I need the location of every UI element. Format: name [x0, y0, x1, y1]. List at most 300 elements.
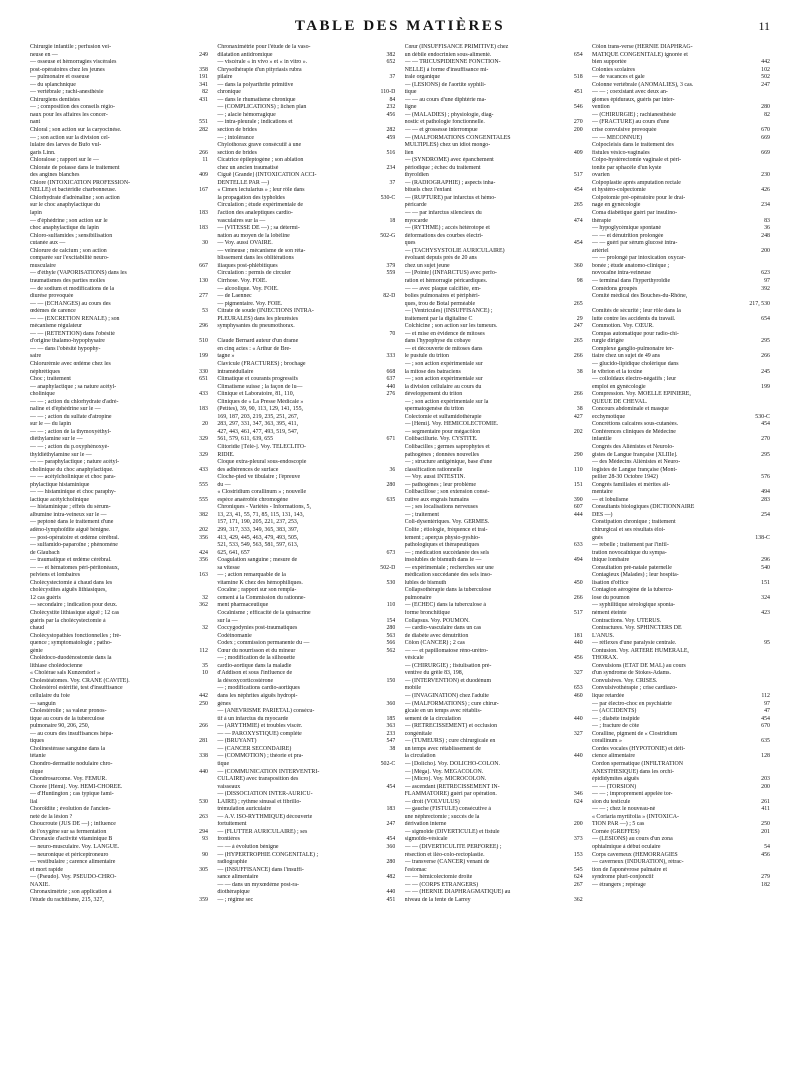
index-entry — [405, 497, 583, 505]
index-entry — [592, 474, 770, 482]
index-entry-text: 413, 429, 445, 463, 479, 493, 505, — [217, 534, 299, 541]
index-entry-text: DENTELLE PAR —) — [217, 179, 270, 186]
index-entry-text: guéris par la cholécystectomie à — [30, 617, 106, 624]
index-entry — [592, 618, 770, 626]
index-entry-text: lose du poumon — [591, 594, 630, 601]
index-entry — [217, 74, 395, 82]
index-entry — [592, 112, 770, 120]
index-entry-text: — [Hémi]. Voy. HÉMICOLECTOMIE. — [404, 421, 499, 428]
index-entry-page: 442 — [199, 693, 208, 700]
index-entry-page: 423 — [761, 610, 770, 617]
index-entry — [405, 346, 583, 354]
index-entry — [592, 429, 770, 437]
index-entry-text: — — (TORSION) — [591, 783, 637, 790]
index-entry-text: MULTIPLES) chez un idiot mongo- — [404, 142, 491, 149]
index-entry — [30, 776, 208, 784]
index-entry — [217, 640, 395, 648]
index-entry — [592, 535, 770, 543]
index-entry-page: 54 — [764, 843, 770, 850]
index-entry-page: 38 — [576, 368, 583, 375]
index-entry-page: 90 — [202, 851, 208, 858]
index-entry-text: — pigmentaire. Voy. FOIE. — [217, 300, 283, 307]
index-entry-text: neuse en — — [30, 51, 58, 58]
index-entry-text: Cholestéatomes. Voy. CRANE (CAVITÉ). — [30, 677, 130, 684]
index-entry — [217, 701, 395, 709]
index-entry-text: — — (CORPS ÉTRANGERS) — [404, 881, 479, 888]
index-entry — [405, 753, 583, 761]
index-entry-text: nation au moyen de la lobéline — [217, 232, 290, 239]
index-entry-text: corallinum » — [591, 738, 622, 745]
index-entry — [592, 399, 770, 407]
index-entry-text: Chlorurémie avec œdème chez les — [30, 360, 111, 367]
index-entry-text: lulaire des larves de Bufo vul- — [30, 142, 102, 149]
index-entry-text: — (INVAGINATION) chez l'adulte — [404, 693, 489, 700]
index-entry — [592, 293, 770, 301]
index-entry — [405, 602, 583, 610]
index-entry-text: — — dans un myxœdème post-ra- — [217, 881, 299, 888]
index-entry-text: Cholécystectomie à chaud dans les — [30, 579, 113, 586]
index-entry-text: ANESTHÉSIQUE) dans les orchi- — [591, 768, 674, 775]
index-entry — [217, 497, 395, 505]
index-entry-text: — — avec plaque calcifiée, em- — [404, 285, 481, 292]
index-entry — [30, 157, 208, 165]
index-entry — [30, 731, 208, 739]
index-entry — [30, 97, 208, 105]
index-entry — [405, 580, 583, 588]
index-entry-text: Coccygodynies post-traumatiques — [217, 625, 298, 632]
index-entry-page: 53 — [202, 308, 208, 315]
index-entry-text: tonite par sphacèle d'un kyste — [591, 164, 662, 171]
index-entry — [217, 240, 395, 248]
index-entry — [405, 527, 583, 535]
index-entry — [405, 889, 583, 897]
index-entry — [217, 769, 395, 777]
index-entry — [217, 421, 395, 429]
index-entry-text: Chroniques - Variétés - Informations, 5, — [217, 504, 311, 511]
index-entry — [405, 399, 583, 407]
index-columns — [30, 44, 770, 1074]
index-entry-page: 562 — [386, 647, 396, 654]
index-entry-text: la désoxycorticostérone — [217, 677, 274, 684]
index-entry — [217, 836, 395, 844]
index-entry-text: Colibacillurie. Voy. CYSTITE. — [404, 436, 478, 443]
index-entry-text: crise convulsive provoquée — [591, 127, 657, 134]
page-header — [30, 18, 770, 42]
index-entry — [405, 384, 583, 392]
index-entry — [405, 82, 583, 90]
index-entry — [217, 504, 395, 512]
index-entry-text: — (RUPTURE) par infarctus et hémo- — [404, 194, 497, 201]
index-entry-page: 296 — [761, 557, 770, 564]
index-entry — [30, 369, 208, 377]
index-entry-text: gicale en un temps avec rétablis- — [404, 708, 482, 715]
index-entry-page: 265 — [573, 202, 583, 209]
index-entry — [217, 172, 395, 180]
index-entry-page: 295 — [761, 338, 770, 345]
index-entry-text: cutanée aux — — [30, 240, 66, 247]
index-entry-page: 382 — [386, 51, 396, 58]
index-entry-page: 35 — [202, 662, 208, 669]
index-entry-page: 200 — [761, 783, 770, 790]
index-entry-page: 633 — [573, 542, 583, 549]
index-entry — [405, 89, 583, 97]
index-entry-text: un temps avec rétablissement de — [404, 745, 481, 752]
index-entry — [217, 278, 395, 286]
index-entry-page: 95 — [764, 640, 770, 647]
index-entry-text: — Voy. aussi INTESTIN. — [404, 474, 466, 481]
index-entry — [405, 648, 583, 656]
index-entry-text: l'étude du rachitisme, 215, 327, — [30, 896, 104, 903]
index-entry-text: neté de la lésion ? — [30, 813, 73, 820]
index-entry-text: naux pour les affaires les concer- — [30, 111, 108, 118]
index-entry-page: 450 — [573, 579, 583, 586]
index-entry-text: Colchicine ; son action sur les tumeurs. — [404, 323, 498, 330]
index-entry-text: — (CHIRURGIE) ; fistulisation pré- — [404, 662, 492, 669]
index-entry — [592, 467, 770, 475]
index-entry — [405, 210, 583, 218]
index-entry-text: syndrome pluri-conjonctif — [591, 874, 654, 881]
index-entry — [217, 165, 395, 173]
index-entry — [592, 59, 770, 67]
index-entry — [592, 210, 770, 218]
index-entry-text: — (ACCIDENTS) — [591, 708, 637, 715]
index-entry — [592, 89, 770, 97]
index-entry-text: — pathogènes ; leur problème — [404, 481, 476, 488]
index-entry — [592, 331, 770, 339]
index-entry — [405, 557, 583, 565]
index-entry-text: cutive aux engrais humains — [404, 496, 469, 503]
index-entry-page: 517 — [573, 610, 583, 617]
index-entry-text: — (COMMOTION) ; théorie et pra- — [217, 753, 304, 760]
index-entry-text: bolies pulmonaires et périphéri- — [404, 293, 480, 300]
index-entry-text: — — hémicolectomie droite — [404, 874, 473, 881]
index-entry — [405, 836, 583, 844]
index-entry — [217, 82, 395, 90]
index-entry — [405, 301, 583, 309]
index-entry-page: 280 — [761, 104, 770, 111]
index-entry-page: 270 — [573, 119, 583, 126]
index-entry-text: Concrétions calcaires sous-cutanées. — [591, 421, 679, 428]
index-entry-text: et mort rapide — [30, 866, 64, 873]
index-entry-page: 360 — [386, 700, 396, 707]
index-entry-text: Codex ; commission permanente du — — [217, 640, 310, 647]
index-entry-page: 84 — [389, 96, 396, 103]
index-entry-text: Complexe ganglio-pulmonaire ter- — [591, 345, 674, 352]
index-entry-page: 433 — [199, 466, 208, 473]
index-entry-text: traitement par la digitaline C — [404, 315, 473, 322]
index-entry — [217, 716, 395, 724]
index-entry — [30, 286, 208, 294]
index-entry — [217, 882, 395, 890]
index-entry-text: évoluant depuis près de 20 ans — [404, 255, 477, 262]
index-entry-page: 191 — [199, 74, 208, 81]
index-entry-page: 110 — [386, 602, 396, 609]
index-entry-text: — — ; action de la thymoxyéthyl- — [30, 428, 112, 435]
index-entry — [30, 82, 208, 90]
index-entry — [405, 361, 583, 369]
index-entry-page: 451 — [386, 896, 396, 903]
index-entry — [217, 708, 395, 716]
index-entry — [30, 889, 208, 897]
index-entry-text: chez un ancien traumatisé — [217, 164, 279, 171]
index-entry-text: chirurgical et ses résultats éloi- — [591, 527, 666, 533]
index-entry — [30, 565, 208, 573]
index-entry-text: cholinique — [30, 391, 55, 398]
index-entry — [217, 346, 395, 354]
index-entry-text: — ascendant (RÉTRÉCISSEMENT IN- — [404, 783, 500, 790]
index-entry-page: 333 — [386, 353, 396, 360]
index-entry-text: Compression. Voy. MOELLE ÉPINIÈRE, — [591, 391, 691, 398]
index-entry-text: 625, 641, 657 — [217, 549, 250, 556]
index-entry-text: cience alimentaire — [591, 753, 635, 760]
index-entry-text: Cholédoco-duodénostomie dans la — [30, 655, 112, 662]
index-entry — [217, 369, 395, 377]
index-entry-text: choc anaphylactique du lapin — [30, 225, 99, 232]
index-entry-text: — et mise en évidence de mitoses — [404, 330, 485, 337]
index-entry — [217, 678, 395, 686]
index-entry — [217, 414, 395, 422]
index-entry-page: 517 — [573, 172, 583, 179]
index-entry-text: gistes de Langue française [XLIIIe]. — [591, 451, 678, 458]
index-entry-text: Cloque extra-pleural sous-endoscopie — [217, 459, 307, 466]
index-entry — [592, 761, 770, 769]
index-entry-page: 82 — [202, 89, 208, 96]
index-entry — [217, 210, 395, 218]
index-entry-text: section de brides — [217, 149, 257, 156]
index-entry — [30, 663, 208, 671]
index-entry-page: 530-C — [755, 413, 770, 420]
index-entry-page: 440 — [199, 768, 208, 775]
index-entry-page: 280 — [386, 481, 396, 488]
index-entry-text: une néphrectomie ; succès de la — [404, 813, 480, 820]
index-entry — [405, 444, 583, 452]
index-entry — [30, 685, 208, 693]
index-column-2 — [217, 44, 395, 1074]
index-entry-text: tagne » — [217, 353, 235, 360]
index-entry — [405, 844, 583, 852]
index-entry-text: — de Laennec — [217, 293, 252, 300]
index-entry — [405, 429, 583, 437]
index-entry-text: Comités de sécurité ; leur rôle dans la — [591, 308, 681, 315]
index-entry-page: 327 — [573, 670, 583, 677]
index-entry-text: — — et dénutrition prolongée — [591, 232, 664, 239]
index-entry-page: 502 — [761, 74, 770, 81]
index-entry-page: 280 — [386, 625, 396, 632]
index-entry-text: symphysantes du pneumothorax. — [217, 323, 295, 330]
index-entry-text: lithiase cholédocienne — [30, 662, 83, 669]
index-entry-text: — sanguin — [30, 700, 56, 707]
index-entry-text: — — ; improprement appelée tor- — [591, 791, 673, 798]
index-entry-text: — ; son action sur la division cel- — [30, 134, 110, 141]
index-entry — [30, 806, 208, 814]
index-entry — [592, 119, 770, 127]
index-entry — [217, 655, 395, 663]
index-entry-text: espèce anaérobie chromogène — [217, 496, 288, 503]
index-entry-text: — intra-pleurale ; indications et — [217, 119, 293, 126]
index-entry-text: — — dans l'obésité hypophy- — [30, 345, 101, 352]
index-entry — [405, 240, 583, 248]
index-entry — [405, 406, 583, 414]
index-entry — [405, 323, 583, 331]
index-entry-text: — rebelle ; traitement par l'infil- — [591, 542, 669, 549]
index-entry-page: 327 — [573, 730, 583, 737]
index-entry — [405, 738, 583, 746]
index-entry — [217, 844, 395, 852]
index-entry-text: Citrate de soude (INJECTIONS INTRA- — [217, 308, 314, 315]
index-entry — [217, 270, 395, 278]
index-entry-text: diéthylamine sur le — — [30, 436, 83, 443]
index-entry — [405, 293, 583, 301]
index-entry-text: NAXIE. — [30, 881, 50, 888]
index-entry-text: de diabète avec dénutrition — [404, 632, 469, 639]
index-entry — [405, 512, 583, 520]
index-entry-text: — — et papillomatose réno-urétro- — [404, 647, 489, 654]
index-entry — [30, 67, 208, 75]
index-entry-page: 282 — [199, 127, 208, 134]
index-entry-text: Chronaximétrie ; son application à — [30, 889, 112, 896]
index-entry-text: DES —) — [591, 511, 613, 518]
index-entry — [217, 565, 395, 573]
index-entry-text: — pulmonaire et osseuse — [30, 74, 90, 81]
index-entry — [30, 429, 208, 437]
index-entry-page: 516 — [386, 149, 396, 156]
index-entry-text: nage en gynécologie — [591, 202, 641, 209]
index-entry-text: « Cimex lectularius » ; leur rôle dans — [217, 187, 305, 194]
index-entry-text: un débile endocrinien sous-alimenté. — [404, 51, 492, 58]
index-entry-page: 276 — [386, 391, 396, 398]
index-entry-text: d'un syndrome de Stokes-Adams. — [591, 670, 671, 677]
index-entry-text: lisation d'office — [591, 579, 629, 586]
index-entry — [592, 806, 770, 814]
index-entry-text: — — (EXCRÉTION RÉNALE) ; son — [30, 315, 120, 322]
index-entry-page: 540 — [761, 564, 770, 571]
index-entry-text: thérapie — [591, 217, 611, 224]
index-entry-text: — ; action remarquable de la — [217, 572, 286, 579]
index-entry-page: 563 — [386, 632, 396, 639]
index-entry-text: Colpotomie pré-opératoire pour le drai- — [591, 194, 686, 201]
index-entry-page: 247 — [761, 81, 770, 88]
index-entry-page: 456 — [386, 111, 396, 118]
index-entry-text: ment pharmaceutique — [217, 602, 269, 609]
index-entry-text: — ; structure antigénique, base d'une — [404, 459, 493, 466]
index-entry — [30, 784, 208, 792]
index-entry-text: Corps caverneux (HÉMORRAGIES — [591, 851, 678, 858]
index-entry-page: 263 — [199, 813, 208, 820]
index-entry-text: — histaminique ; effets du sérum- — [30, 504, 111, 511]
index-entry — [30, 738, 208, 746]
index-entry — [30, 421, 208, 429]
index-entry — [217, 127, 395, 135]
index-entry-text: — — à évolution bénigne — [217, 843, 279, 850]
index-entry — [30, 210, 208, 218]
index-entry-page: 112 — [199, 647, 208, 654]
index-entry — [405, 316, 583, 324]
index-entry — [592, 459, 770, 467]
index-entry-text: Contagion aérogène de la tubercu- — [591, 587, 674, 594]
page-title: TABLE DES MATIÈRES — [294, 18, 506, 34]
index-entry-page: 37 — [389, 74, 396, 81]
index-entry-page: 356 — [199, 557, 208, 564]
index-entry-page: 38 — [576, 406, 583, 413]
index-entry-text: — réflexes d'une paralysie centrale. — [591, 640, 677, 647]
index-entry-text: — — (ÉCHANGES) au cours des — [30, 300, 111, 307]
index-entry — [592, 233, 770, 241]
index-entry-text: Coli-dysentériques. Voy. GERMES. — [404, 519, 490, 526]
index-entry-page: 474 — [573, 217, 583, 224]
index-entry — [217, 852, 395, 860]
index-entry — [30, 172, 208, 180]
index-entry — [405, 157, 583, 165]
index-column-4 — [592, 44, 770, 1074]
index-entry — [217, 150, 395, 158]
index-entry-text: — — (DIVERTICULITE PERFORÉE) ; — [404, 843, 502, 850]
index-entry — [405, 610, 583, 618]
index-entry-text: — d'éphédrine ; son action sur le — [30, 217, 108, 224]
index-entry-page: 36 — [764, 225, 770, 232]
index-entry-text: des angines blanches — [30, 172, 80, 179]
index-entry-text: Comité médical des Bouches-du-Rhône, — [591, 293, 688, 300]
index-entry — [30, 376, 208, 384]
index-entry — [405, 640, 583, 648]
index-entry-text: Colonies scolaires — [591, 66, 636, 73]
index-entry-text: — secondaire ; indication pour deux. — [30, 602, 118, 609]
index-entry-page: 624 — [573, 798, 583, 805]
index-entry — [592, 784, 770, 792]
index-entry — [405, 791, 583, 799]
index-entry-page: 32 — [202, 625, 208, 632]
index-entry — [30, 180, 208, 188]
index-entry-page: 11 — [202, 157, 208, 164]
index-entry-page: 652 — [386, 59, 396, 66]
index-entry — [30, 195, 208, 203]
index-entry — [405, 685, 583, 693]
index-entry-text: MATIQUE CONGÉNITALE) ignorée et — [591, 51, 688, 58]
index-entry — [405, 225, 583, 233]
index-entry-page: 82 — [764, 111, 770, 118]
index-entry-page: 623 — [761, 270, 770, 277]
index-entry-page: 185 — [386, 715, 396, 722]
index-entry — [30, 444, 208, 452]
index-entry — [592, 172, 770, 180]
index-entry-page: 200 — [761, 247, 770, 254]
index-entry-text: thyldiéthylamine sur le — — [30, 451, 92, 458]
index-entry — [592, 633, 770, 641]
index-entry-page: 358 — [199, 66, 208, 73]
index-entry-text: — (ANÉVRISME PARIÉTAL) consécu- — [217, 708, 315, 715]
index-entry-page: 202 — [199, 527, 208, 533]
index-entry-text: pathologiques et thérapeutiques — [404, 542, 480, 549]
index-entry-text: niveau de la fente de Larrey — [404, 896, 471, 903]
index-entry-page: 182 — [761, 881, 770, 888]
index-entry — [30, 527, 208, 535]
index-entry-text: ovarien — [591, 172, 610, 179]
index-entry-text: — glucido-lipidique cholérique dans — [591, 360, 679, 367]
index-entry — [217, 301, 395, 309]
index-entry — [217, 625, 395, 633]
index-entry-text: — (ÉCHEC) dans la tuberculose à — [404, 602, 486, 609]
index-entry-page: 266 — [573, 353, 583, 360]
index-entry-page: 163 — [199, 572, 208, 579]
index-entry-page: 199 — [761, 383, 770, 390]
index-entry-text: — d'éthyle (VAPORISATIONS) dans les — [30, 270, 127, 277]
index-entry-page: 154 — [386, 617, 396, 624]
index-entry-text: Ciguë [Grande] (INTOXICATION ACCI- — [217, 172, 317, 179]
index-entry-text: mentaire — [591, 489, 613, 496]
index-entry-page: 277 — [199, 293, 208, 300]
index-entry-text: 169, 187, 203, 219, 235, 251, 267, — [217, 413, 299, 420]
index-entry — [592, 248, 770, 256]
index-entry-text: musculaire — [30, 262, 56, 269]
